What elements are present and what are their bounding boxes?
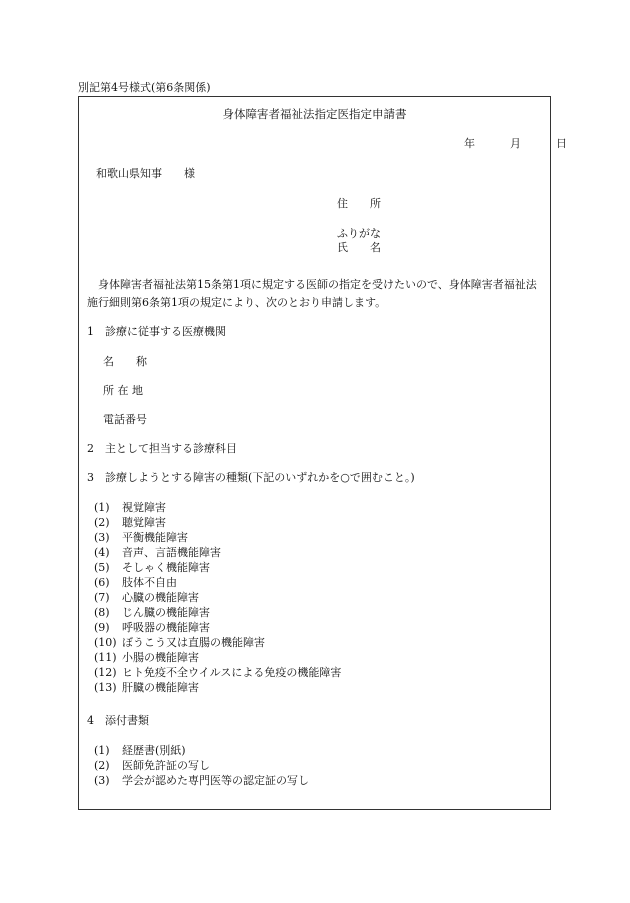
list-item: (13) 肝臓の機能障害	[94, 681, 199, 694]
section3-heading: 3 診療しようとする障害の種類(下記のいずれかを○で囲むこと。)	[87, 471, 415, 484]
address-label: 住 所	[337, 197, 381, 210]
date-month-label: 月	[510, 137, 521, 150]
form-title: 身体障害者福祉法指定医指定申請書	[222, 107, 407, 121]
furigana-label: ふりがな	[337, 227, 381, 240]
section4-heading: 4 添付書類	[87, 714, 149, 727]
list-item: (3) 平衡機能障害	[94, 531, 188, 544]
list-item: (3) 学会が認めた専門医等の認定証の写し	[94, 774, 309, 787]
application-statement: 身体障害者福祉法第15条第1項に規定する医師の指定を受けたいので、身体障害者福祉法施行細則第6条第1項の規定により、次のとおり申請します。	[87, 278, 537, 309]
institution-phone-label: 電話番号	[103, 413, 147, 426]
disability-type-list	[94, 500, 341, 695]
list-item: (5) そしゃく機能障害	[94, 561, 210, 574]
list-item: (11) 小腸の機能障害	[94, 651, 199, 664]
list-item: (2) 聴覚障害	[94, 516, 166, 529]
date-line	[464, 138, 567, 149]
institution-name-label: 名 称	[103, 355, 147, 368]
application-form	[78, 96, 567, 810]
list-item: (12) ヒト免疫不全ウイルスによる免疫の機能障害	[94, 666, 342, 679]
institution-location-label: 所 在 地	[103, 384, 143, 397]
list-item: (1) 経歴書(別紙)	[94, 744, 186, 757]
list-item: (10) ぼうこう又は直腸の機能障害	[94, 636, 265, 649]
list-item: (1) 視覚障害	[94, 501, 166, 514]
list-item: (2) 医師免許証の写し	[94, 759, 210, 772]
list-item: (8) じん臓の機能障害	[94, 606, 210, 619]
list-item: (4) 音声、言語機能障害	[94, 546, 221, 559]
attachment-list	[94, 743, 309, 788]
name-label: 氏 名	[337, 241, 381, 254]
list-item: (7) 心臓の機能障害	[94, 591, 199, 604]
list-item: (6) 肢体不自由	[94, 576, 177, 589]
section2-heading: 2 主として担当する診療科目	[87, 442, 237, 455]
list-item: (9) 呼吸器の機能障害	[94, 621, 210, 634]
addressee: 和歌山県知事 様	[96, 167, 195, 180]
date-day-label: 日	[556, 137, 567, 150]
section1-heading: 1 診療に従事する医療機関	[87, 325, 226, 338]
date-year-label: 年	[464, 137, 475, 150]
form-number: 別記第4号様式(第6条関係)	[78, 81, 211, 94]
